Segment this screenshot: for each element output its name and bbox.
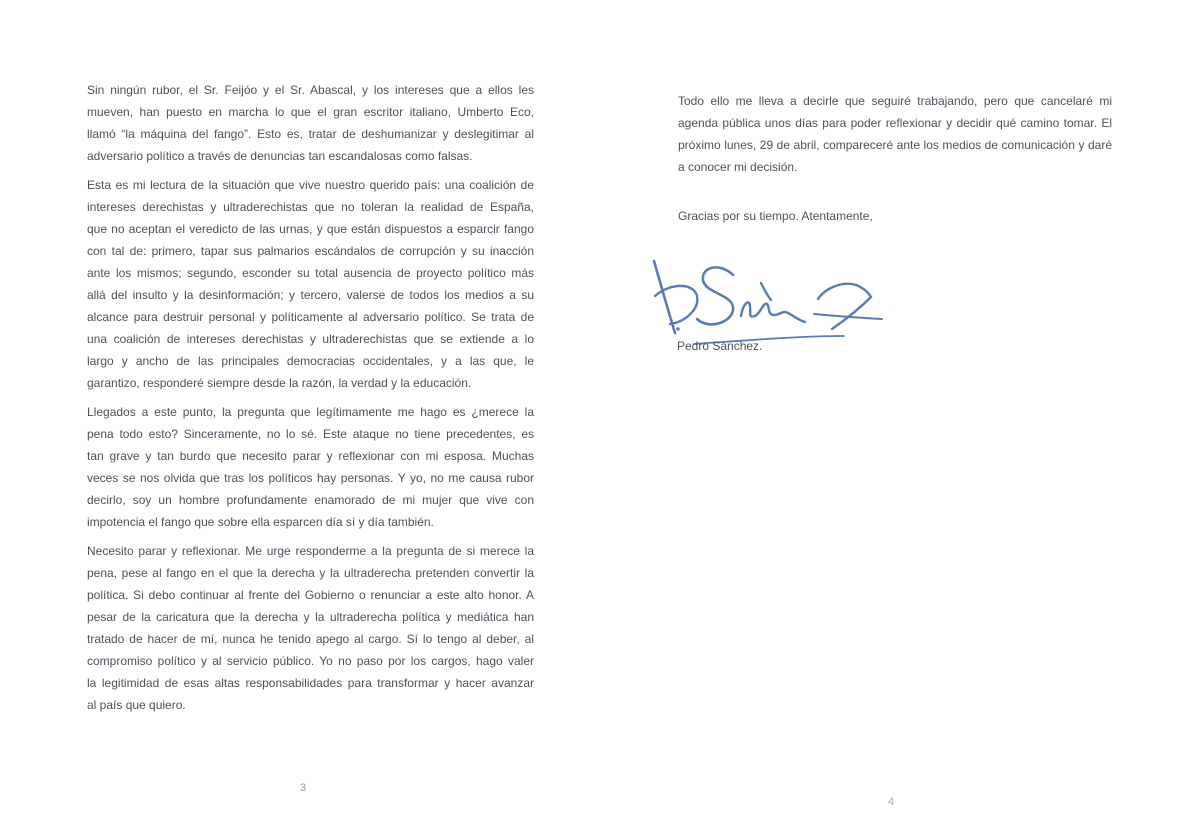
text-line: garantizo, responderé siempre desde la razón, la verdad y la educación. — [87, 376, 472, 390]
page-number-right: 4 — [888, 796, 895, 808]
text-line: política. Si debo continuar al frente del Gobierno o renunciar a este alto honor. A — [87, 588, 534, 602]
text-line: tratado de hacer de mí, nunca he tenido apego al cargo. Sí lo tengo al deber, al — [87, 632, 534, 646]
text-line: veces se nos olvida que tras los políticos hay personas. Y yo, no me causa rubor — [87, 471, 534, 485]
text-line: intereses derechistas y ultraderechistas que no toleran la realidad de España, — [87, 200, 534, 214]
text-line: impotencia el fango que sobre ella esparcen día sí y día también. — [87, 515, 434, 529]
text-line: pena todo esto? Sinceramente, no lo sé. Este ataque no tiene precedentes, es — [87, 427, 534, 441]
text-line: a conocer mi decisión. — [678, 160, 798, 174]
text-line: compromiso político y al servicio público. Yo no paso por los cargos, hago valer — [87, 654, 534, 668]
text-line: Llegados a este punto, la pregunta que legítimamente me hago es ¿merece la — [87, 405, 534, 419]
text-line: ante los mismos; segundo, esconder su total ausencia de proyecto político más — [87, 266, 534, 280]
text-line: Sin ningún rubor, el Sr. Feijóo y el Sr. Abascal, y los intereses que a ellos les — [87, 83, 534, 97]
paragraph — [87, 540, 534, 716]
page-4-text-column — [678, 90, 1112, 227]
text-line: con tal de: primero, tapar sus palmarios escándalos de corrupción y su inacción — [87, 244, 534, 258]
page-4-paragraphs — [678, 90, 1112, 178]
signature-name: Pedro Sánchez. — [677, 339, 763, 353]
paragraph — [87, 79, 534, 167]
text-line: allá del insulto y la desinformación; y tercero, valerse de todos los medios a su — [87, 288, 534, 302]
text-line: Necesito parar y reflexionar. Me urge responderme a la pregunta de si merece la — [87, 544, 534, 558]
text-line: próximo lunes, 29 de abril, compareceré ante los medios de comunicación y daré — [678, 138, 1112, 152]
page-number-left: 3 — [300, 782, 307, 794]
closing-salutation: Gracias por su tiempo. Atentamente, — [678, 209, 873, 223]
text-line: la legitimidad de esas altas responsabilidades para transformar y hacer avanzar — [87, 676, 534, 690]
page-3-text-column — [87, 79, 534, 723]
text-line: alcance para destruir personal y políticamente al adversario político. Se trata de — [87, 310, 534, 324]
text-line: decirlo, soy un hombre profundamente enamorado de mi mujer que vive con — [87, 493, 534, 507]
text-line: llamó “la máquina del fango”. Esto es, tratar de deshumanizar y deslegitimar al — [87, 127, 534, 141]
text-line: pena, pese al fango en el que la derecha y la ultraderecha pretenden convertir la — [87, 566, 534, 580]
paragraph — [678, 90, 1112, 178]
text-line: largo y ancho de las principales democracias occidentales, y a las que, le — [87, 354, 534, 368]
text-line: mueven, han puesto en marcha lo que el gran escritor italiano, Umberto Eco, — [87, 105, 534, 119]
text-line: agenda pública unos días para poder reflexionar y decidir qué camino tomar. El — [678, 116, 1112, 130]
text-line: que no aceptan el veredicto de las urnas, y que están dispuestos a esparcir fango — [87, 222, 534, 236]
paragraph — [87, 401, 534, 533]
paragraph — [87, 174, 534, 394]
text-line: Esta es mi lectura de la situación que vive nuestro querido país: una coalición de — [87, 178, 534, 192]
text-line: una coalición de intereses derechistas y ultraderechistas que se extiende a lo — [87, 332, 534, 346]
text-line: al país que quiero. — [87, 698, 186, 712]
text-line: Todo ello me lleva a decirle que seguiré trabajando, pero que cancelaré mi — [678, 94, 1112, 108]
text-line: tan grave y tan burdo que necesito parar y reflexionar con mi esposa. Muchas — [87, 449, 534, 463]
text-line: adversario político a través de denuncias tan escandalosas como falsas. — [87, 149, 473, 163]
text-line: pesar de la caricatura que la derecha y la ultraderecha política y mediática han — [87, 610, 534, 624]
